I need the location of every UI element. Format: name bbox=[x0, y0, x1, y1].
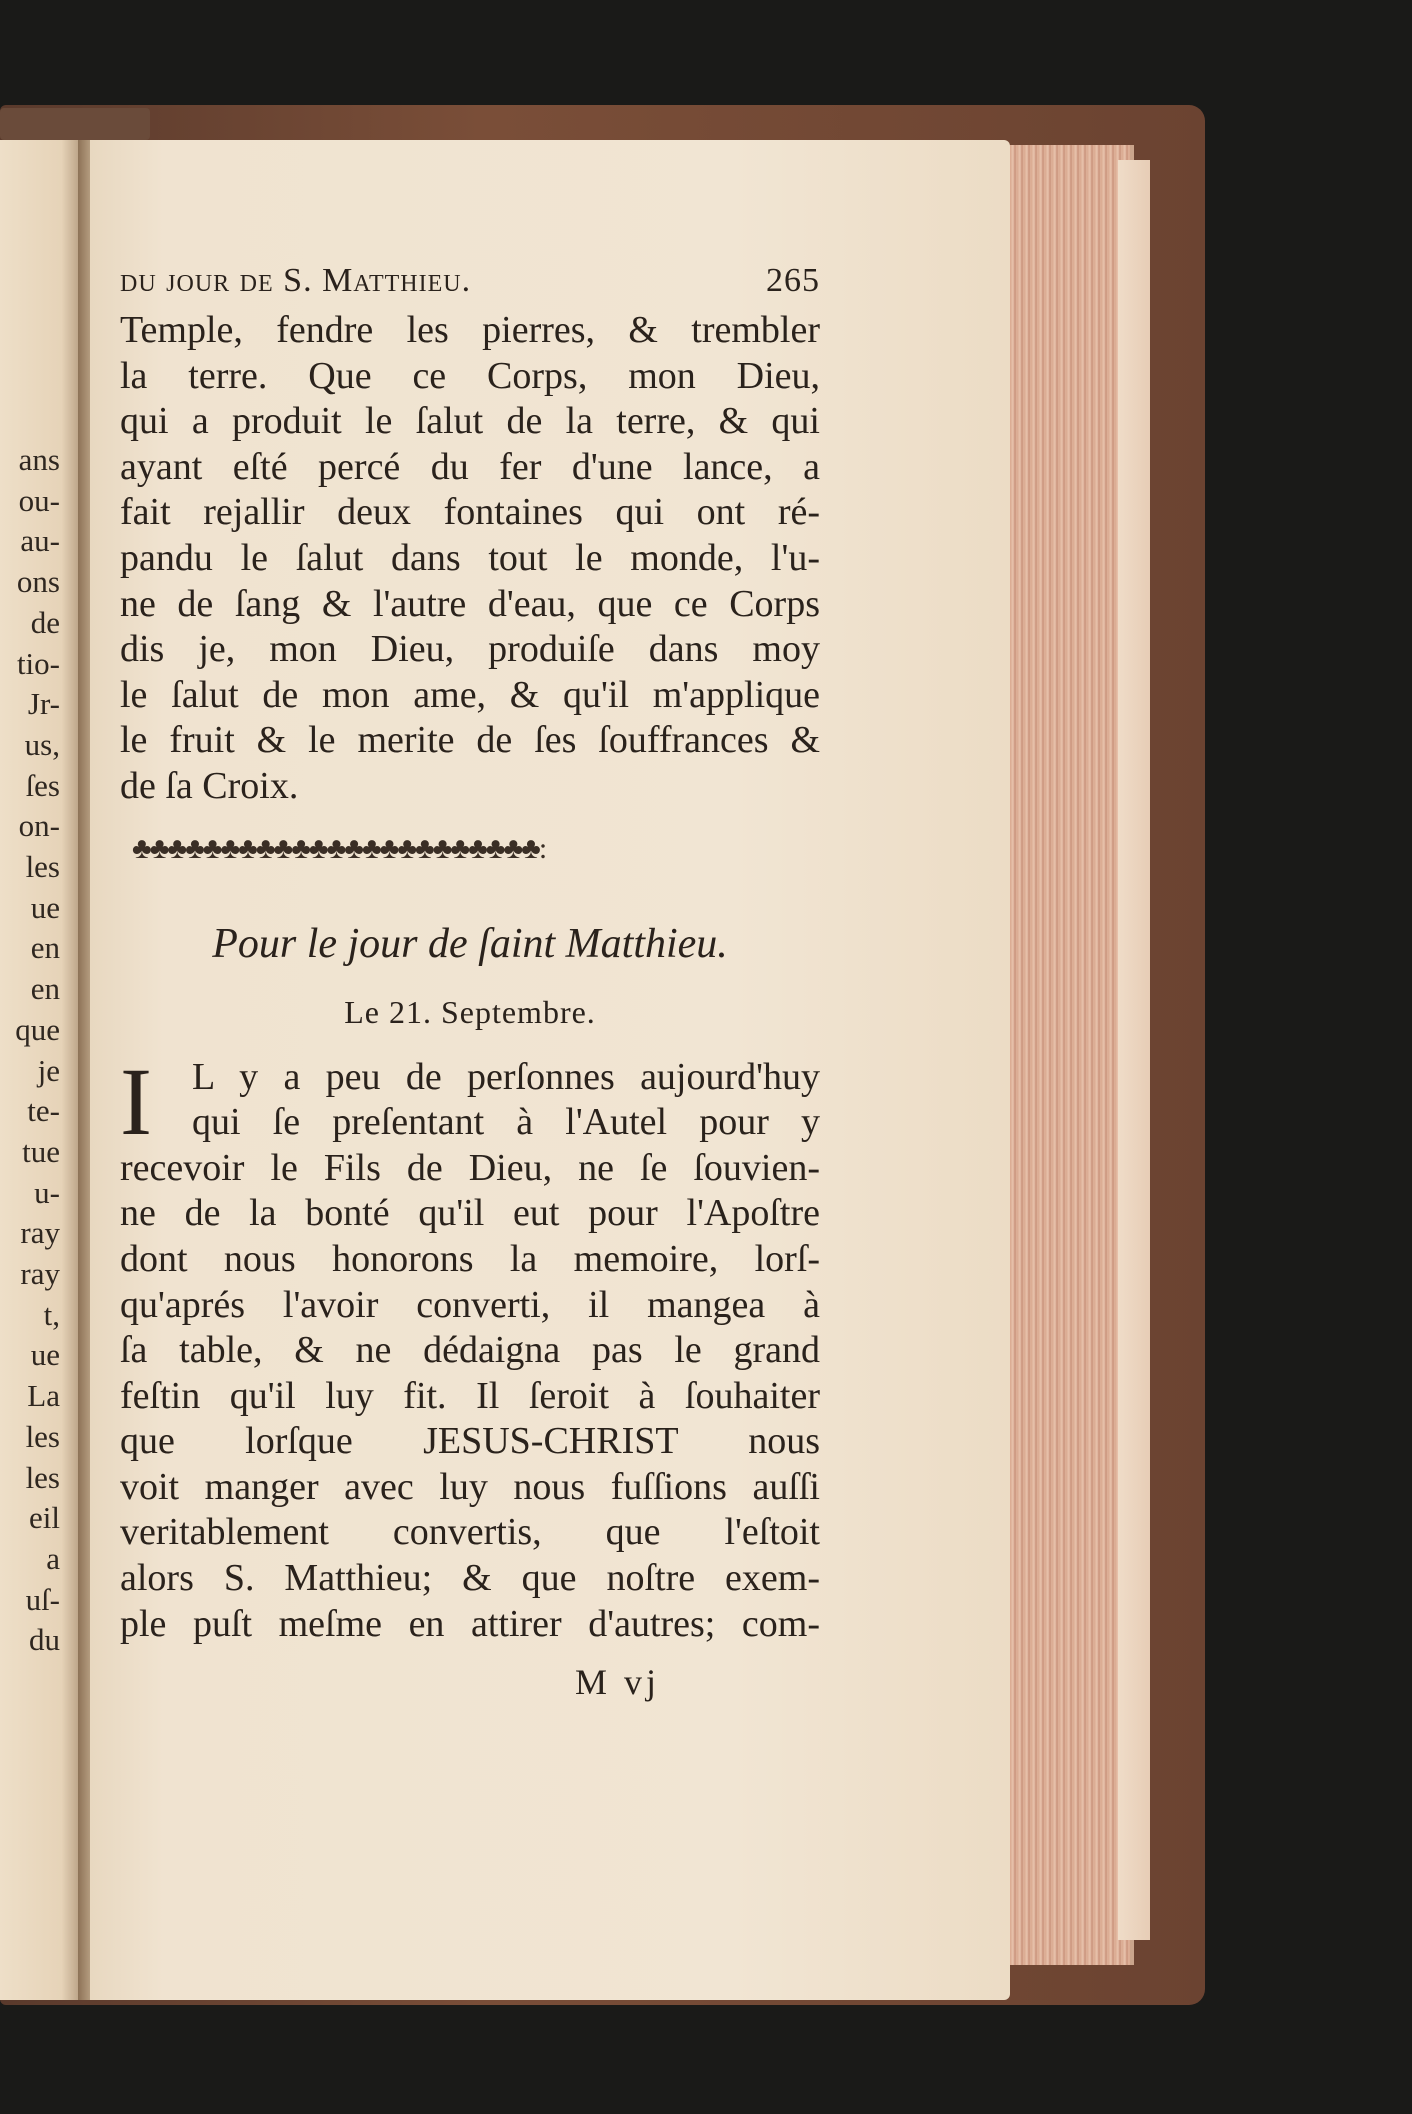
text-line: je bbox=[37, 1052, 60, 1088]
text-line: La bbox=[27, 1378, 60, 1414]
text-line: ray bbox=[20, 1215, 60, 1251]
text-line: qu'aprés l'avoir converti, il mangea à bbox=[120, 1283, 820, 1326]
text-line: ray bbox=[20, 1256, 60, 1292]
text-line: recevoir le Fils de Dieu, ne ſe ſouvien- bbox=[120, 1146, 820, 1189]
text-line: on- bbox=[18, 808, 60, 844]
text-line: les bbox=[25, 1418, 60, 1454]
text-line: le ſalut de mon ame, & qu'il m'applique bbox=[120, 673, 820, 716]
text-line: qui a produit le ſalut de la terre, & qui bbox=[120, 400, 820, 443]
text-line: te- bbox=[27, 1093, 60, 1129]
text-line: que bbox=[15, 1011, 60, 1047]
text-line: du bbox=[29, 1622, 60, 1658]
text-line: en bbox=[30, 971, 60, 1007]
text-line: u- bbox=[34, 1174, 60, 1210]
text-line: eil bbox=[29, 1500, 60, 1536]
text-line: us, bbox=[24, 726, 60, 762]
text-line: ue bbox=[30, 1337, 60, 1373]
text-line: la terre. Que ce Corps, mon Dieu, bbox=[120, 354, 820, 397]
text-line: tio- bbox=[16, 645, 60, 681]
text-line: ple puſt meſme en attirer d'autres; com- bbox=[120, 1602, 820, 1645]
ornament-divider: ♣♣♣♣♣♣♣♣♣♣♣♣♣♣♣♣♣♣♣♣♣♣♣: bbox=[132, 831, 546, 865]
text-line: feſtin qu'il luy fit. Il ſeroit à ſouhaiter bbox=[120, 1374, 820, 1417]
text-line: ſes bbox=[25, 767, 60, 803]
text-line: ne de la bonté qu'il eut pour l'Apoſtre bbox=[120, 1192, 820, 1235]
text-line: pandu le ſalut dans tout le monde, l'u- bbox=[120, 536, 820, 579]
running-head-title: du jour de S. Matthieu. bbox=[120, 262, 472, 299]
text-line: ans bbox=[18, 442, 60, 477]
text-line: de ſa Croix. bbox=[120, 764, 299, 807]
page-number: 265 bbox=[766, 262, 820, 299]
text-line: Jr- bbox=[27, 686, 60, 722]
text-line: dont nous honorons la memoire, lorſ- bbox=[120, 1237, 820, 1280]
text-line: veritablement convertis, que l'eſtoit bbox=[120, 1511, 820, 1554]
left-page bbox=[0, 140, 82, 2000]
drop-cap: I bbox=[120, 1047, 152, 1155]
text-line: ſa table, & ne dédaigna pas le grand bbox=[120, 1329, 820, 1372]
section-heading: Pour le jour de ſaint Matthieu. bbox=[212, 920, 728, 967]
page-fore-edge bbox=[1010, 145, 1134, 1965]
book-spine-top bbox=[0, 108, 150, 140]
text-line: fait rejallir deux fontaines qui ont ré- bbox=[120, 491, 820, 534]
page-fore-edge-inner bbox=[1118, 160, 1150, 1940]
page-text-block bbox=[120, 262, 820, 1703]
text-line: ons bbox=[16, 564, 60, 600]
paragraph-1 bbox=[120, 308, 820, 810]
text-line: t, bbox=[43, 1296, 60, 1332]
text-line: le fruit & le merite de ſes ſouffrances & bbox=[120, 719, 820, 762]
text-line: tue bbox=[22, 1133, 60, 1169]
text-line: alors S. Matthieu; & que noſtre exem- bbox=[120, 1557, 820, 1600]
running-head bbox=[120, 262, 820, 308]
text-line: Temple, fendre les pierres, & trembler bbox=[120, 309, 820, 351]
text-line: au- bbox=[20, 523, 60, 559]
signature-mark: M vj bbox=[574, 1662, 660, 1703]
text-line: ou- bbox=[18, 482, 60, 518]
text-line: les bbox=[25, 849, 60, 885]
text-line: ne de ſang & l'autre d'eau, que ce Corps bbox=[120, 582, 820, 625]
text-line: que lorſque JESUS-CHRIST nous bbox=[120, 1420, 820, 1463]
text-line: L y a peu de perſonnes aujourd'huy bbox=[192, 1055, 820, 1098]
text-line: qui ſe preſentant à l'Autel pour y bbox=[192, 1101, 820, 1144]
text-line: de bbox=[30, 604, 60, 640]
text-line: les bbox=[25, 1459, 60, 1495]
text-line: a bbox=[46, 1540, 60, 1576]
text-line: dis je, mon Dieu, produiſe dans moy bbox=[120, 628, 820, 671]
text-line: en bbox=[30, 930, 60, 966]
date-line: Le 21. Septembre. bbox=[344, 993, 596, 1030]
left-margin-fragments bbox=[0, 440, 60, 1661]
text-line: ayant eſté percé du fer d'une lance, a bbox=[120, 445, 820, 488]
text-line: uſ- bbox=[25, 1581, 60, 1617]
text-line: voit manger avec luy nous fuſſions auſſi bbox=[120, 1465, 820, 1508]
text-line: ue bbox=[30, 889, 60, 925]
paragraph-2 bbox=[120, 1047, 820, 1648]
